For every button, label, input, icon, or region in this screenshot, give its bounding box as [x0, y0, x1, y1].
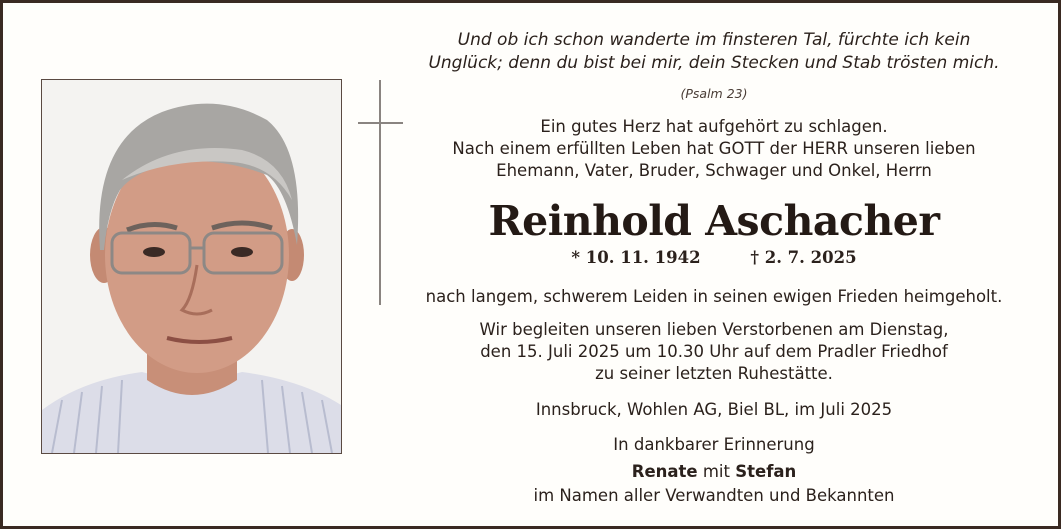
psalm-verse [398, 29, 1030, 75]
funeral-line: zu seiner letzten Ruhestätte. [595, 364, 833, 383]
mourners-signature [398, 461, 1030, 483]
intro-line: Ehemann, Vater, Bruder, Schwager und Onkel, Herrn [496, 161, 932, 180]
verse-source: (Psalm 23) [680, 86, 748, 101]
verse-line: Und ob ich schon wanderte im finsteren Tal, fürchte ich kein [457, 30, 971, 50]
thanks-line: In dankbarer Erinnerung [613, 435, 815, 454]
funeral-notice [398, 319, 1030, 385]
intro-text [398, 116, 1030, 182]
intro-line: Ein gutes Herz hat aufgehört zu schlagen. [540, 117, 888, 136]
deceased-name: Reinhold Aschacher [488, 197, 940, 245]
cross-horizontal-bar [358, 122, 403, 124]
mourner-conjunction: mit [702, 462, 730, 481]
cross-vertical-bar [379, 80, 381, 305]
funeral-line: den 15. Juli 2025 um 10.30 Uhr auf dem Pradler Friedhof [480, 342, 948, 361]
peace-line: nach langem, schwerem Leiden in seinen ewigen Frieden heimgeholt. [425, 287, 1003, 306]
death-date: † 2. 7. 2025 [750, 248, 857, 267]
place-date: Innsbruck, Wohlen AG, Biel BL, im Juli 2025 [535, 400, 893, 419]
bereaved-line: im Namen aller Verwandten und Bekannten [533, 486, 895, 505]
funeral-line: Wir begleiten unseren lieben Verstorbenen am Dienstag, [479, 320, 949, 339]
intro-line: Nach einem erfüllten Leben hat GOTT der HERR unseren lieben [452, 139, 976, 158]
life-dates [398, 247, 1030, 269]
portrait-photo [41, 79, 342, 454]
birth-date: * 10. 11. 1942 [571, 248, 701, 267]
mourner-name: Renate [631, 462, 698, 481]
mourner-name: Stefan [735, 462, 797, 481]
verse-line: Unglück; denn du bist bei mir, dein Stecken und Stab trösten mich. [428, 53, 1000, 73]
